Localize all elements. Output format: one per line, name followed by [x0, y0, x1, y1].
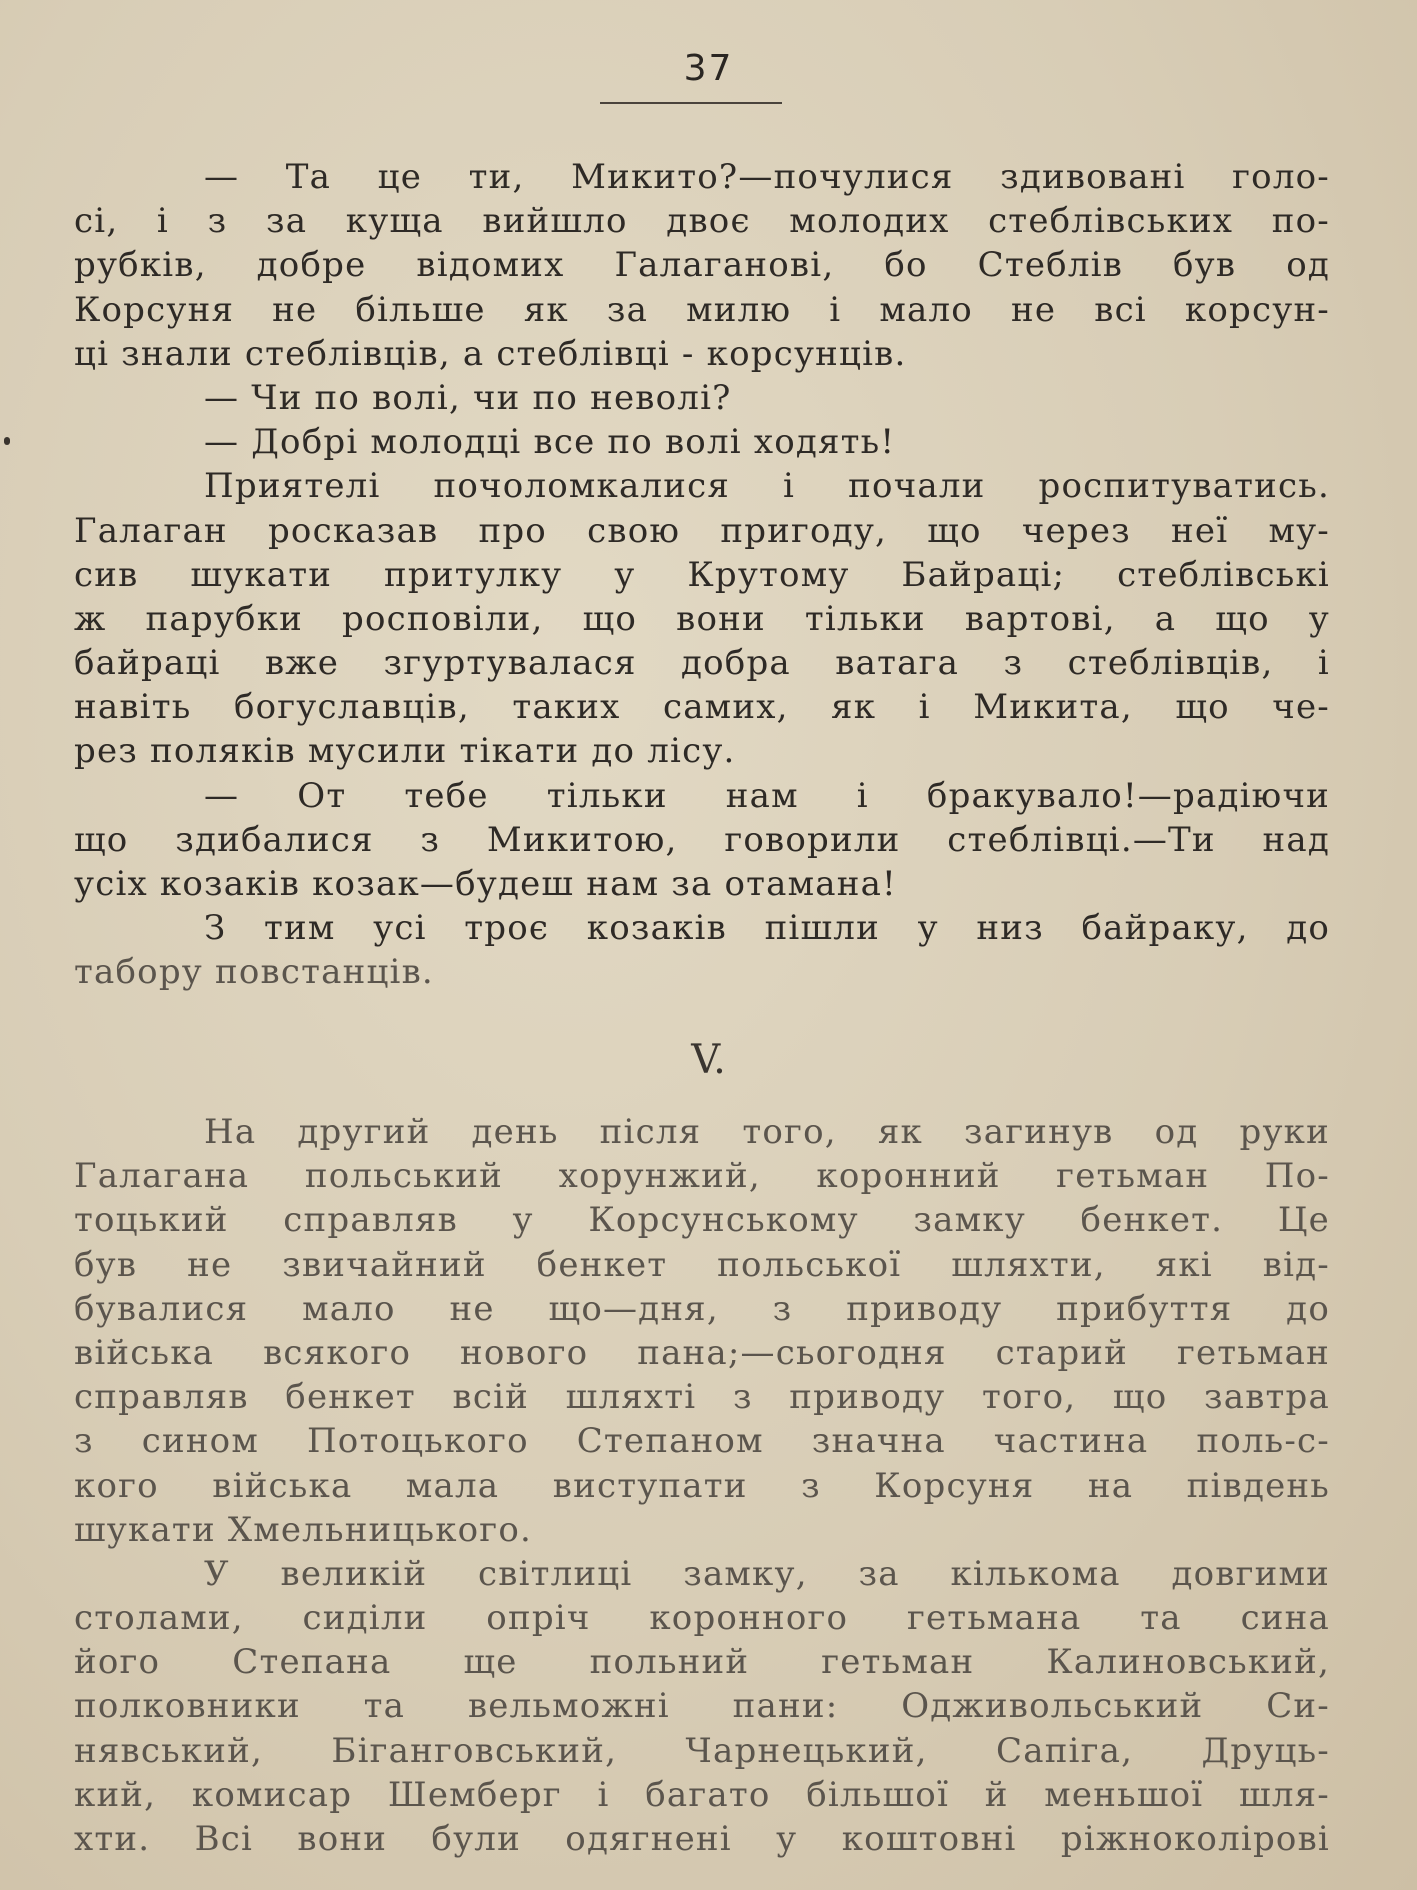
text-line: з сином Потоцького Степаном значна частина поль-с-	[74, 1421, 1330, 1462]
text-line: кий, комисар Шемберг і багато більшої й меньшої шля-	[74, 1774, 1330, 1815]
text-line: справляв бенкет всій шляхті з приводу того, що завтра	[74, 1377, 1330, 1418]
text-line: Галаган росказав про свою пригоду, що через неї му-	[74, 510, 1330, 551]
text-block-part1	[74, 155, 1330, 995]
text-line: — Добрі молодці все по волі ходять!	[204, 422, 896, 463]
page-number: 37	[683, 48, 734, 89]
text-line: усіх козаків козак—будеш нам за отамана!	[74, 864, 897, 904]
text-line: шукати Хмельницького.	[74, 1509, 533, 1550]
text-line: що здибалися з Микитою, говорили стеблівці.—Ти над	[74, 819, 1330, 860]
text-line: Корсуня не більше як за милю і мало не всі корсун-	[74, 289, 1330, 330]
page-number-rule	[600, 102, 782, 104]
text-line: байраці вже згуртувалася добра ватага з стеблівців, і	[74, 643, 1330, 684]
text-line: З тим усі троє козаків пішли у низ байраку, до	[204, 908, 1330, 949]
text-line: — Та це ти, Микито?—почулися здивовані голо-	[204, 157, 1330, 197]
text-line: На другий день після того, як загинув од руки	[204, 1112, 1330, 1152]
text-line: У великій світлиці замку, за кількома довгими	[204, 1553, 1330, 1594]
text-line: Приятелі почоломкалися і почали роспитуватись.	[204, 466, 1330, 507]
text-line: сі, і з за куща вийшло двоє молодих стеблівських по-	[74, 201, 1330, 242]
section-heading: V.	[691, 1037, 726, 1083]
margin-ink-mark	[4, 437, 10, 445]
text-line: ці знали стеблівців, а стеблівці - корсунців.	[74, 333, 907, 374]
text-line: сив шукати притулку у Крутому Байраці; стеблівські	[74, 554, 1330, 595]
text-block-part2	[74, 1110, 1330, 1861]
text-line: — Чи по волі, чи по неволі?	[204, 377, 732, 418]
text-line: ж парубки росповіли, що вони тільки вартові, а що у	[74, 598, 1330, 639]
text-line: табору повстанців.	[74, 952, 434, 993]
text-line: кого війська мала виступати з Корсуня на південь	[74, 1465, 1330, 1506]
text-line: — От тебе тільки нам і бракувало!—радіючи	[204, 775, 1330, 816]
text-line: війська всякого нового пана;—сьогодня старий гетьман	[74, 1332, 1330, 1373]
text-line: його Степана ще польний гетьман Калиновський,	[74, 1642, 1330, 1683]
text-line: був не звичайний бенкет польської шляхти, які від-	[74, 1244, 1330, 1285]
text-line: полковники та вельможні пани: Одживольський Си-	[74, 1686, 1330, 1727]
text-line: нявський, Біганговський, Чарнецький, Сапіга, Друць-	[74, 1730, 1330, 1771]
text-line: рез поляків мусили тікати до лісу.	[74, 731, 736, 772]
text-line: навіть богуславців, таких самих, як і Микита, що че-	[74, 687, 1330, 728]
text-line: хти. Всі вони були одягнені у коштовні ріжноколірові	[74, 1819, 1330, 1859]
text-line: тоцький справляв у Корсунському замку бенкет. Це	[74, 1200, 1330, 1241]
text-line: столами, сиділи опріч коронного гетьмана та сина	[74, 1598, 1330, 1639]
text-line: Галагана польський хорунжий, коронний гетьман По-	[74, 1156, 1330, 1197]
text-line: рубків, добре відомих Галаганові, бо Стеблів був од	[74, 245, 1330, 286]
text-line: бувалися мало не що—дня, з приводу прибуття до	[74, 1288, 1330, 1329]
